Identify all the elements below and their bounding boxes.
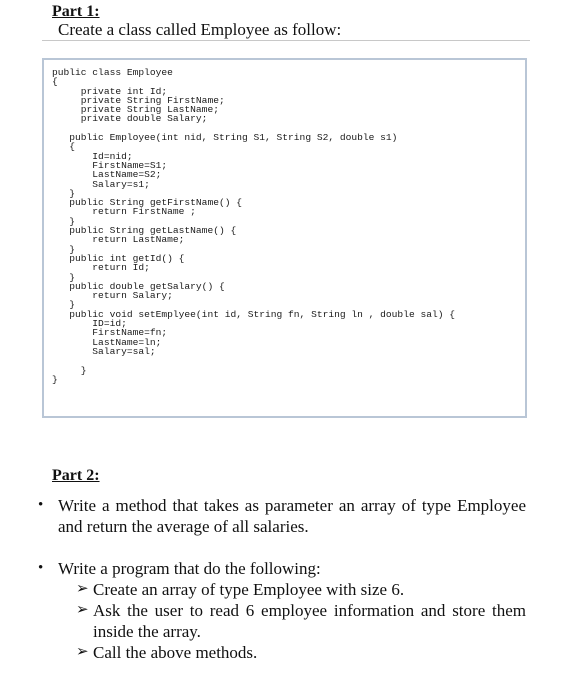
sub-task-item <box>58 600 526 642</box>
task-bullet-2 <box>36 558 526 663</box>
bullet-dot-icon: • <box>38 560 44 576</box>
task-text: Write a method that takes as parameter an array of type Employee and return the average of all salaries. <box>58 496 526 536</box>
top-divider <box>42 40 530 41</box>
sub-task-item <box>58 579 526 600</box>
sub-task-item <box>58 642 526 663</box>
arrow-bullet-icon: ➢ <box>76 581 89 597</box>
sub-task-text: Ask the user to read 6 employee information and store them inside the array. <box>93 601 526 641</box>
sub-task-text: Call the above methods. <box>93 643 258 662</box>
task-text: Write a program that do the following: <box>58 559 321 578</box>
arrow-bullet-icon: ➢ <box>76 644 89 660</box>
part1-subtitle: Create a class called Employee as follow: <box>58 20 342 39</box>
sub-task-text: Create an array of type Employee with size 6. <box>93 580 405 599</box>
part2-heading: Part 2: <box>52 467 100 484</box>
task-list <box>36 495 526 663</box>
arrow-bullet-icon: ➢ <box>76 602 89 618</box>
bullet-dot-icon: • <box>38 497 44 513</box>
sub-task-list <box>58 579 526 663</box>
code-listing: public class Employee { private int Id; private String FirstName; private String LastName; private double Salary; public Employee(int nid, String S1, String S2, double s1) { Id=nid; FirstName=S1; LastName=S2; Salary=s1; } public String getFirstName() { return FirstName ; } public String getLastName() { return LastName; } public int getId() { return Id; } public double getSalary() { return Salary; } public void setEmplyee(int id, String fn, String ln , double sal) { ID=id; FirstName=fn; LastName=ln; Salary=sal; } } <box>52 67 456 385</box>
task-bullet-1 <box>36 495 526 537</box>
part1-heading: Part 1: <box>52 3 100 20</box>
code-box <box>42 58 527 418</box>
